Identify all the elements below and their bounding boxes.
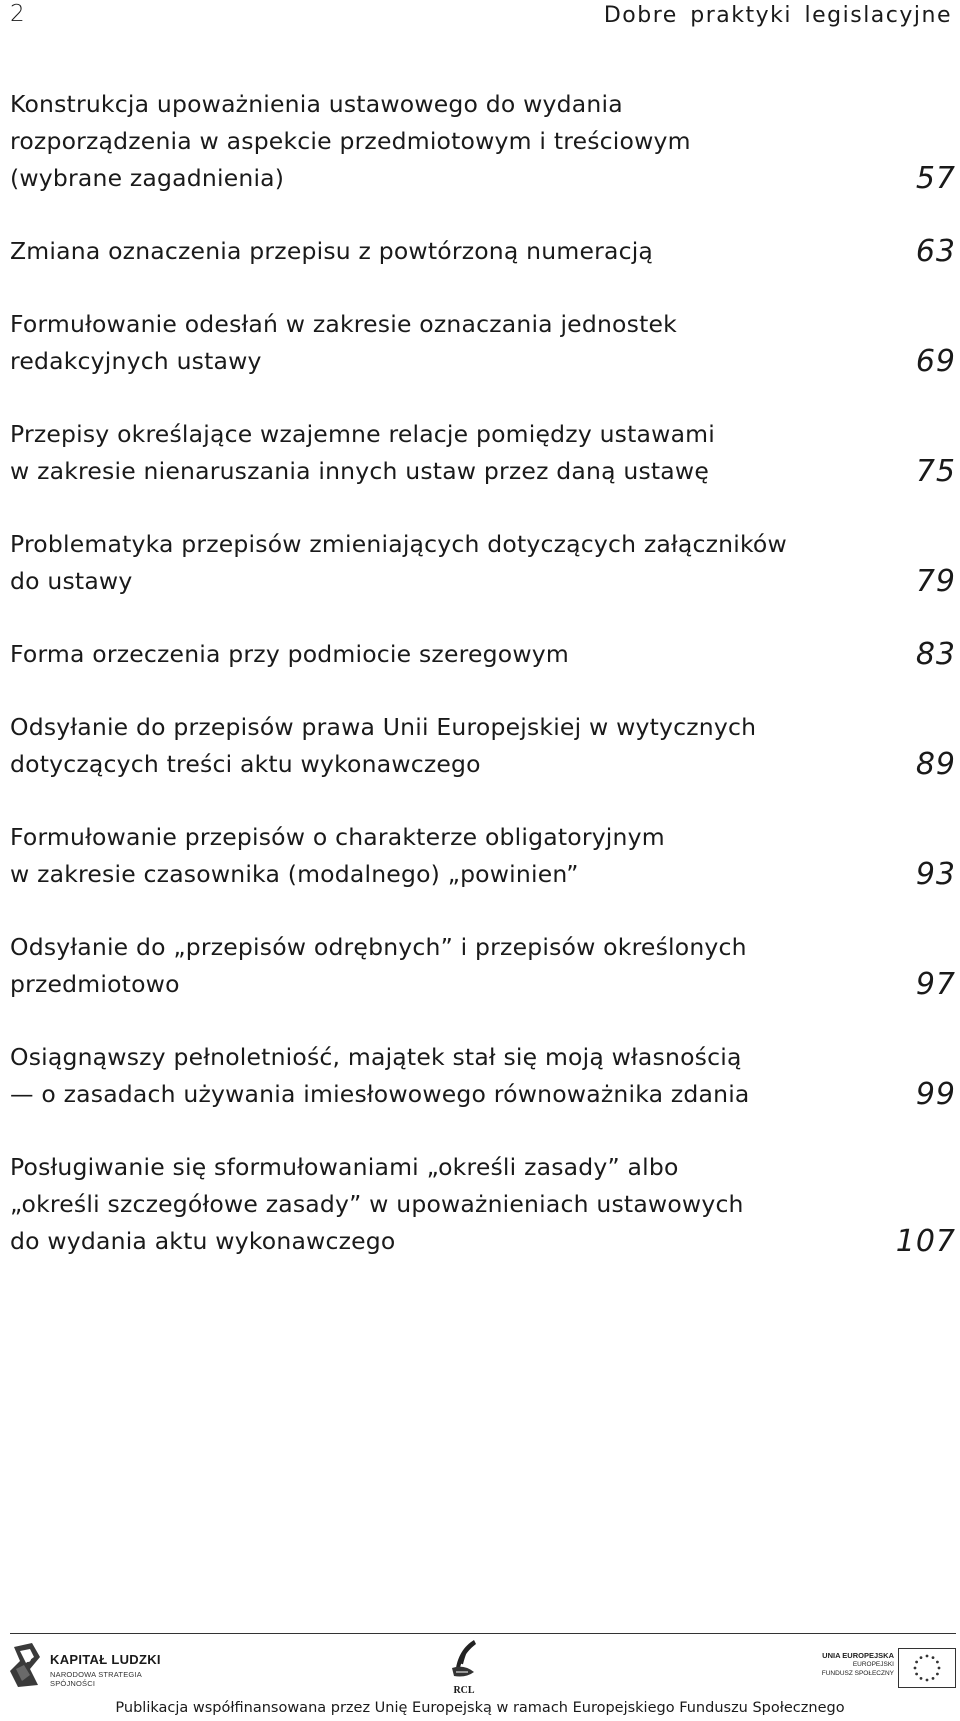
toc-entry[interactable] [10, 526, 956, 600]
toc-entry[interactable] [10, 709, 956, 783]
toc-entry-line: rozporządzenia w aspekcie przedmiotowym i treściowym [10, 127, 691, 155]
kapital-ludzki-icon [10, 1643, 46, 1687]
toc-entry-line: Konstrukcja upoważnienia ustawowego do wydania [10, 90, 623, 118]
eu-flag-icon [898, 1648, 956, 1688]
eu-logo-line: UNIA EUROPEJSKA [822, 1651, 894, 1660]
toc-entry-page: 75 [915, 454, 956, 489]
rcl-label: RCL [453, 1685, 475, 1696]
toc-entry-title [10, 709, 870, 783]
toc-entry-page: 99 [915, 1077, 956, 1112]
rcl-logo [444, 1638, 484, 1696]
toc-entry-title [10, 306, 870, 380]
toc-entry-line: w zakresie czasownika (modalnego) „powinien” [10, 860, 579, 888]
toc-entry-title [10, 819, 870, 893]
toc-entry-page: 83 [915, 637, 956, 672]
toc-entry-line: redakcyjnych ustawy [10, 347, 262, 375]
toc-entry-line: przedmiotowo [10, 970, 180, 998]
toc-entry-title [10, 233, 870, 270]
toc-entry-title [10, 526, 870, 600]
eu-logo-line: EUROPEJSKI [852, 1661, 894, 1668]
toc-entry-line: Przepisy określające wzajemne relacje pomiędzy ustawami [10, 420, 715, 448]
toc-entry-line: — o zasadach używania imiesłowowego równoważnika zdania [10, 1080, 750, 1108]
toc-entry-line: Formułowanie przepisów o charakterze obligatoryjnym [10, 823, 665, 851]
toc-entry-title [10, 1149, 870, 1260]
toc-entry-title [10, 86, 870, 197]
toc-entry-line: do ustawy [10, 567, 133, 595]
toc-entry-page: 63 [915, 234, 956, 269]
toc-entry-page: 107 [895, 1224, 956, 1259]
running-title: Dobre praktyki legislacyjne [603, 3, 952, 28]
toc-entry[interactable] [10, 1039, 956, 1113]
toc-entry-line: do wydania aktu wykonawczego [10, 1227, 396, 1255]
toc-entry-line: Odsyłanie do przepisów prawa Unii Europejskiej w wytycznych [10, 713, 757, 741]
eu-logo [808, 1648, 956, 1688]
toc-entry[interactable] [10, 233, 956, 270]
toc-entry[interactable] [10, 929, 956, 1003]
toc-entry-line: (wybrane zagadnienia) [10, 164, 285, 192]
toc-entry-page: 79 [915, 564, 956, 599]
toc-entry[interactable] [10, 1149, 956, 1260]
toc-entry[interactable] [10, 636, 956, 673]
toc-entry-title [10, 416, 870, 490]
toc-entry-page: 69 [915, 344, 956, 379]
eu-logo-line: FUNDUSZ SPOŁECZNY [821, 1670, 894, 1677]
toc-entry-line: „określi szczegółowe zasady” w upoważnieniach ustawowych [10, 1190, 744, 1218]
toc-entry-page: 89 [915, 747, 956, 782]
toc-entry-line: Forma orzeczenia przy podmiocie szeregowym [10, 640, 569, 668]
toc-entry-title [10, 929, 870, 1003]
rcl-quill-icon [444, 1638, 484, 1682]
toc-entry-title [10, 636, 870, 673]
toc-entry-line: dotyczących treści aktu wykonawczego [10, 750, 481, 778]
page-header [0, 0, 960, 34]
toc-entry-title [10, 1039, 870, 1113]
kapital-ludzki-logo [10, 1641, 185, 1689]
page-number: 2 [10, 1, 26, 27]
kapital-ludzki-subtitle: NARODOWA STRATEGIA SPÓJNOŚCI [50, 1670, 142, 1688]
kapital-ludzki-title: KAPITAŁ LUDZKI [50, 1652, 161, 1667]
toc-entry[interactable] [10, 306, 956, 380]
toc-entry-line: Posługiwanie się sformułowaniami „określi zasady” albo [10, 1153, 679, 1181]
toc-entry[interactable] [10, 416, 956, 490]
toc-entry-page: 57 [915, 161, 956, 196]
toc-entry-line: Problematyka przepisów zmieniających dotyczących załączników [10, 530, 787, 558]
table-of-contents [10, 86, 956, 1296]
footer-funding-note: Publikacja współfinansowana przez Unię Europejską w ramach Europejskiego Funduszu Społecznego [115, 1700, 845, 1716]
toc-entry-line: w zakresie nienaruszania innych ustaw przez daną ustawę [10, 457, 709, 485]
footer-divider [10, 1633, 956, 1634]
toc-entry-line: Odsyłanie do „przepisów odrębnych” i przepisów określonych [10, 933, 747, 961]
toc-entry-line: Zmiana oznaczenia przepisu z powtórzoną numeracją [10, 237, 654, 265]
toc-entry-line: Osiągnąwszy pełnoletniość, majątek stał się moją własnością [10, 1043, 742, 1071]
toc-entry-line: Formułowanie odesłań w zakresie oznaczania jednostek [10, 310, 677, 338]
toc-entry-page: 97 [915, 967, 956, 1002]
toc-entry-page: 93 [915, 857, 956, 892]
eu-logo-text [808, 1651, 894, 1678]
toc-entry[interactable] [10, 86, 956, 197]
toc-entry[interactable] [10, 819, 956, 893]
